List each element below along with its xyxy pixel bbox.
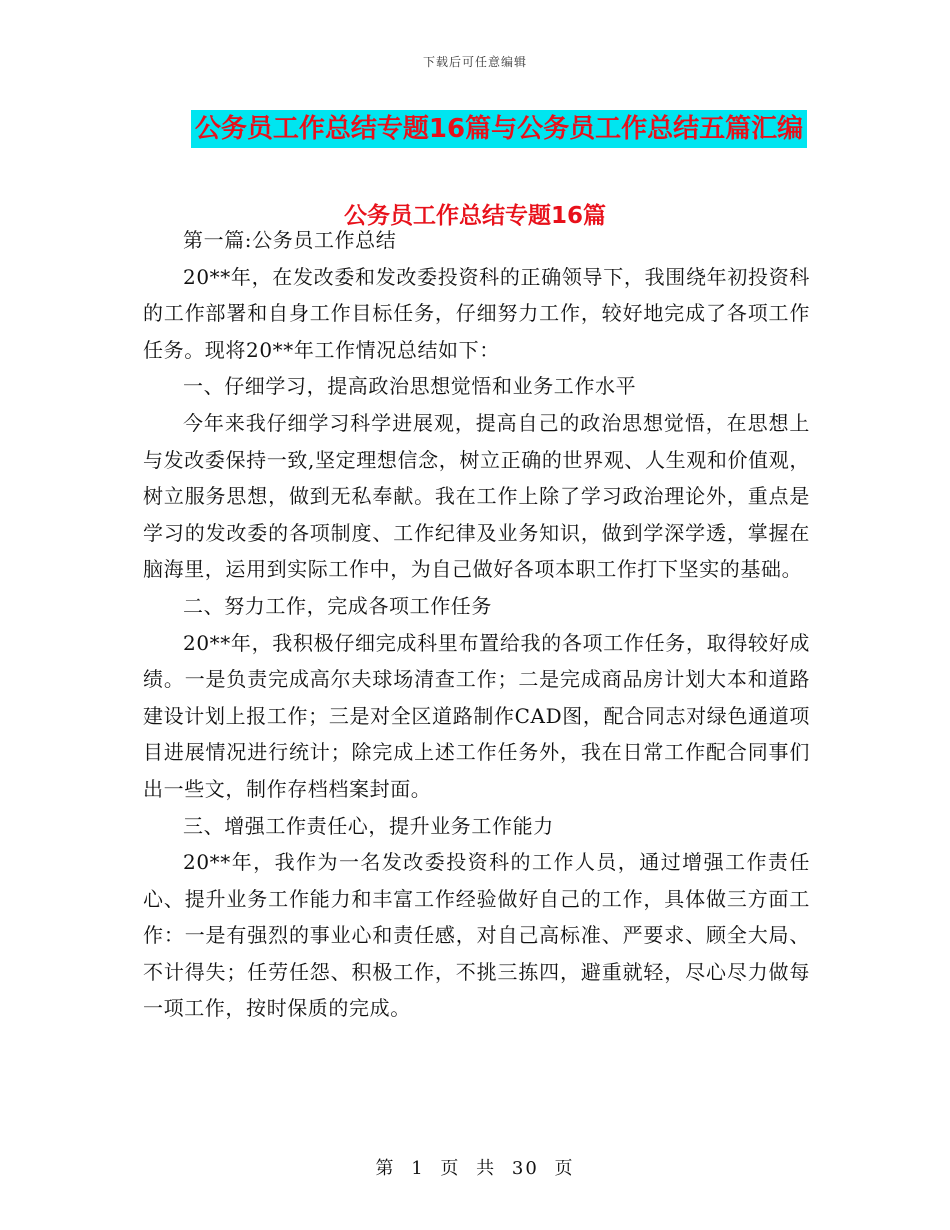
paragraph-heading-3: 三、增强工作责任心，提升业务工作能力 <box>183 813 554 838</box>
footer-ye: 页 <box>440 1158 461 1179</box>
footer-page-number: 1 <box>411 1158 425 1179</box>
paragraph-body-3: 20**年，我作为一名发改委投资科的工作人员，通过增强工作责任心、提升业务工作能力和丰富工作经验做好自己的工作，具体做三方面工作：一是有强烈的事业心和责任感，对自己高标准、严要求、顾全大局、不计得失；任劳任怨、积极工作，不挑三拣四，避重就轻，尽心尽力做每一项工作，按时保质的完成。 <box>143 850 810 1021</box>
document-title-wrap <box>0 110 950 148</box>
header-note: 下载后可任意编辑 <box>422 55 527 69</box>
paragraph-heading-2: 二、努力工作，完成各项工作任务 <box>183 593 492 618</box>
footer-ye2: 页 <box>554 1158 575 1179</box>
paragraph-intro: 20**年，在发改委和发改委投资科的正确领导下，我围绕年初投资科的工作部署和自身工作目标任务，仔细努力工作，较好地完成了各项工作任务。现将20**年工作情况总结如下： <box>143 264 810 362</box>
paragraph-body-1: 今年来我仔细学习科学进展观，提高自己的政治思想觉悟，在思想上与发改委保持一致,坚定理想信念，树立正确的世界观、人生观和价值观，树立服务思想，做到无私奉献。我在工作上除了学习政治理论外，重点是学习的发改委的各项制度、工作纪律及业务知识，做到学深学透，掌握在脑海里，运用到实际工作中，为自己做好各项本职工作打下坚实的基础。 <box>143 410 810 582</box>
footer-di: 第 <box>375 1158 396 1179</box>
paragraph-body-2: 20**年，我积极仔细完成科里布置给我的各项工作任务，取得较好成绩。一是负责完成高尔夫球场清查工作；二是完成商品房计划大本和道路建设计划上报工作；三是对全区道路制作CAD图，配合同志对绿色通道项目进展情况进行统计；除完成上述工作任务外，我在日常工作配合同事们出一些文，制作存档档案封面。 <box>143 630 810 801</box>
paragraph-heading-1: 一、仔细学习，提高政治思想觉悟和业务工作水平 <box>183 374 637 399</box>
page-footer <box>0 1154 950 1180</box>
footer-gong: 共 <box>476 1158 497 1179</box>
section-title: 公务员工作总结专题16篇 <box>343 203 606 229</box>
document-title: 公务员工作总结专题16篇与公务员工作总结五篇汇编 <box>191 110 807 148</box>
document-body <box>143 220 810 1027</box>
paragraph-heading-chapter: 第一篇:公务员工作总结 <box>183 228 397 252</box>
footer-total-pages: 30 <box>511 1158 539 1179</box>
